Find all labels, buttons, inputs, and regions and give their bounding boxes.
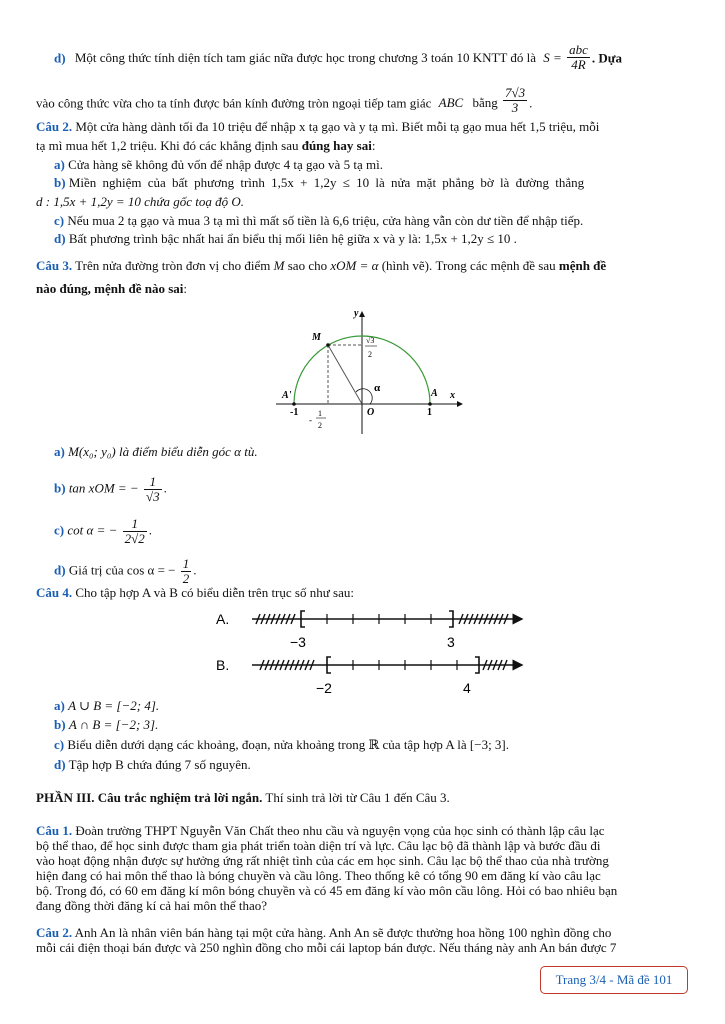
prev-d-answer-end: . (529, 95, 533, 111)
cau4-c (54, 737, 509, 753)
cau2-c-label: c) (54, 213, 65, 228)
angle-arc (356, 389, 372, 404)
cau2-text2c: : (371, 138, 376, 153)
cau4-d-text: Tập hợp B chứa đúng 7 số nguyên. (68, 757, 251, 772)
cau4-b-label: b) (54, 717, 66, 732)
part3-title: PHẦN III. Câu trắc nghiệm trả lời ngắn. (36, 790, 263, 805)
cau3-a-label: a) (54, 444, 65, 459)
p3-cau1-line1 (36, 823, 691, 838)
cau3-line2 (36, 281, 187, 297)
cau4-b (54, 717, 158, 733)
label-sqrt3-num: √3 (366, 336, 375, 345)
prev-d-text2: . Dựa (591, 50, 623, 66)
prev-d-formula-lhs: S = (543, 50, 562, 66)
cau3-b (54, 475, 167, 504)
part3-heading (36, 790, 450, 806)
cau3-d-lhs: Giá trị của cos α = − (68, 562, 176, 578)
number-lines-figure (210, 603, 530, 699)
label-sqrt3-den: 2 (368, 350, 372, 359)
cau3-text1b: sao cho (287, 258, 328, 273)
label-half-sign: - (309, 415, 312, 425)
cau3-c (54, 517, 152, 546)
cau3-c-label: c) (54, 522, 65, 538)
cau2-d-text: Bất phương trình bậc nhất hai ẩn biểu thị mối liên hệ giữa x và y là: 1,5x + 1,2y ≤ 10 . (68, 231, 517, 246)
cau4-a-label: a) (54, 698, 65, 713)
cau2-c (54, 213, 583, 229)
cau3-b-lhs: tan xOM = − (68, 480, 139, 496)
cau2-c-text: Nếu mua 2 tạ gạo và mua 3 tạ mì thì mất số tiền là 6,6 triệu, cửa hàng vẫn còn dư tiền để nhập tiếp. (67, 213, 584, 228)
p3-cau1-label: Câu 1. (36, 823, 73, 838)
prev-d-answer-den: 3 (511, 100, 519, 115)
cau2-text2b: đúng hay sai (301, 138, 372, 153)
cau2-text1: Một cửa hàng dành tối đa 10 triệu để nhập x tạ gạo và y tạ mì. Biết mỗi tạ gạo mua hết 1,5 triệu, mỗi (75, 119, 600, 134)
prev-d-text1: Một công thức tính diện tích tam giác nữa được học trong chương 3 toán 10 KNTT đó là (74, 50, 537, 66)
cau2-label: Câu 2. (36, 119, 73, 134)
p3-cau1-text-0: Đoàn trường THPT Nguyễn Văn Chất theo nhu cầu và nguyện vọng của học sinh có thành lập câu lạc (75, 823, 605, 838)
unit-circle-figure (270, 302, 470, 442)
label-m: M (312, 332, 321, 343)
cau3-c-frac (123, 517, 147, 546)
cau4-d (54, 757, 251, 773)
point-a1 (292, 402, 296, 406)
cau2-b2 (36, 194, 244, 210)
cau3-c-end: . (148, 522, 153, 538)
cau3-text2end: : (183, 281, 188, 296)
label-o: O (367, 407, 375, 418)
p3-cau1-line5: bộ. Trong đó, có 60 em đăng kí môn bóng chuyền và có 45 em đăng kí vào môn cầu lông. Hỏi có bao nhiêu bạn (36, 883, 618, 898)
part3-sub: Thí sinh trả lời từ Câu 1 đến Câu 3. (265, 790, 450, 805)
cau3-b-end: . (163, 480, 167, 496)
cau2-d (54, 231, 517, 247)
p3-cau1-line3: vào hoạt động nhận được sự hưởng ứng rất nhiệt tình của các em học sinh. Câu lạc bộ thể thao của nhà trường (36, 853, 609, 868)
line-b-left-value: −2 (316, 680, 332, 696)
cau2-b-text1: Miền nghiệm của bất phương trình 1,5x + 1,2y ≤ 10 là nửa mặt phẳng bờ là đường thẳng (68, 175, 585, 190)
page-footer: Trang 3/4 - Mã đề 101 (540, 966, 688, 994)
cau2-a-text: Cửa hàng sẽ không đủ vốn để nhập được 4 tạ gạo và 5 tạ mì. (68, 157, 383, 172)
cau2-b-text2: d : 1,5x + 1,2y = 10 chứa gốc toạ độ O. (36, 194, 245, 209)
p3-cau2-text1: Anh An là nhân viên bán hàng tại một cửa hàng. Anh An sẽ được thưởng hoa hồng 100 nghìn đồng cho (74, 925, 612, 940)
cau3-text1a: Trên nửa đường tròn đơn vị cho điểm (75, 258, 271, 273)
cau2-b1 (54, 175, 584, 191)
point-a (428, 402, 432, 406)
cau3-point-m: M (273, 258, 285, 273)
cau3-d-num: 1 (182, 556, 190, 571)
cau3-d (54, 557, 196, 586)
cau3-a-text: M(x₀; y₀) là điểm biểu diễn góc α tù. (68, 444, 258, 459)
cau3-b-frac (144, 475, 162, 504)
cau3-text1d: mệnh đề (558, 258, 607, 273)
prev-d-line2 (36, 85, 533, 119)
label-y: y (354, 308, 359, 319)
cau4-label: Câu 4. (36, 585, 73, 600)
prev-d-text3: vào công thức vừa cho ta tính được bán kính đường tròn ngoại tiếp tam giác (36, 95, 432, 111)
cau4-a-text: A ∪ B = [−2; 4]. (68, 698, 160, 713)
label-half-num: 1 (318, 409, 322, 418)
cau2-b-label: b) (54, 175, 66, 190)
label-x: x (450, 390, 455, 401)
line-a-label: A. (216, 611, 230, 627)
cau2-line2 (36, 138, 375, 154)
cau3-c-den: 2√2 (124, 531, 145, 546)
cau4-intro: Cho tập hợp A và B có biểu diễn trên trục số như sau: (75, 585, 354, 600)
cau3-c-num: 1 (123, 517, 147, 532)
cau4-intro-line (36, 585, 354, 601)
cau3-text2: nào đúng, mệnh đề nào sai (36, 281, 184, 296)
radius-om (328, 345, 362, 404)
prev-d-tri: ABC (438, 95, 464, 111)
cau3-d-frac (181, 557, 192, 586)
cau3-b-num: 1 (144, 475, 162, 490)
cau4-b-text: A ∩ B = [−2; 3]. (68, 717, 159, 732)
cau4-a (54, 698, 159, 714)
cau3-b-den: √3 (145, 489, 160, 504)
cau3-d-den: 2 (182, 571, 190, 586)
label-a1: A' (282, 390, 292, 401)
label-alpha: α (374, 382, 381, 394)
point-m (326, 343, 330, 347)
label-m1: -1 (290, 407, 299, 418)
cau3-text1c: (hình vẽ). Trong các mệnh đề sau (381, 258, 556, 273)
p3-cau2-label: Câu 2. (36, 925, 73, 940)
cau3-d-end: . (193, 562, 197, 578)
prev-d-formula-num: abc (569, 42, 588, 57)
cau4-d-label: d) (54, 757, 66, 772)
cau3-a (54, 444, 258, 460)
prev-d-label: d) (54, 50, 66, 66)
cau2-d-label: d) (54, 231, 66, 246)
line-a-left-value: −3 (290, 634, 306, 650)
cau4-c-text: Biểu diễn dưới dạng các khoảng, đoạn, nửa khoảng trong ℝ của tập hợp A là [−3; 3]. (67, 737, 510, 752)
label-half-den: 2 (318, 421, 322, 430)
p3-cau1-line6: đang đồng thời đăng kí cả hai môn thể thao? (36, 898, 268, 913)
line-a-right-value: 3 (447, 634, 455, 650)
cau3-line1 (36, 258, 606, 274)
p3-cau1-line4: hiện đang có hai môn thể thao là bóng chuyền và cầu lông. Theo thống kê có tổng 90 em đăng kí vào câu lạc (36, 868, 601, 883)
p3-cau1 (36, 823, 691, 913)
prev-d-line1 (54, 42, 623, 74)
p3-cau2 (36, 925, 691, 955)
prev-d-answer-frac (503, 86, 527, 115)
p3-cau2-line1 (36, 925, 691, 940)
p3-cau2-line2: mỗi cái điện thoại bán được và 250 nghìn đồng cho mỗi cái laptop bán được. Nếu tháng này anh An bán được 7 (36, 940, 617, 955)
cau2-line1 (36, 119, 599, 135)
cau2-a (54, 157, 383, 173)
cau2-text2a: tạ mì mua hết 1,2 triệu. Khi đó các khẳng định sau (36, 138, 299, 153)
cau2-a-label: a) (54, 157, 65, 172)
prev-d-text4: bằng (472, 95, 498, 111)
prev-d-formula-den: 4R (571, 57, 586, 72)
cau3-c-lhs: cot α = − (67, 522, 118, 538)
prev-d-answer-num: 7√3 (504, 85, 526, 100)
label-p1: 1 (427, 407, 432, 418)
p3-cau1-line2: bộ thể thao, để học sinh được tham gia phát triển toàn diện trí và lực. Câu lạc bộ đã thành lập và bước đầu đi (36, 838, 601, 853)
cau3-label: Câu 3. (36, 258, 73, 273)
label-a: A (431, 388, 438, 399)
line-b-right-value: 4 (463, 680, 471, 696)
cau4-c-label: c) (54, 737, 65, 752)
cau3-angle: xOM = α (330, 258, 379, 273)
prev-d-formula-frac (567, 43, 590, 72)
line-b-label: B. (216, 657, 230, 673)
cau3-b-label: b) (54, 480, 66, 496)
cau3-d-label: d) (54, 562, 66, 578)
